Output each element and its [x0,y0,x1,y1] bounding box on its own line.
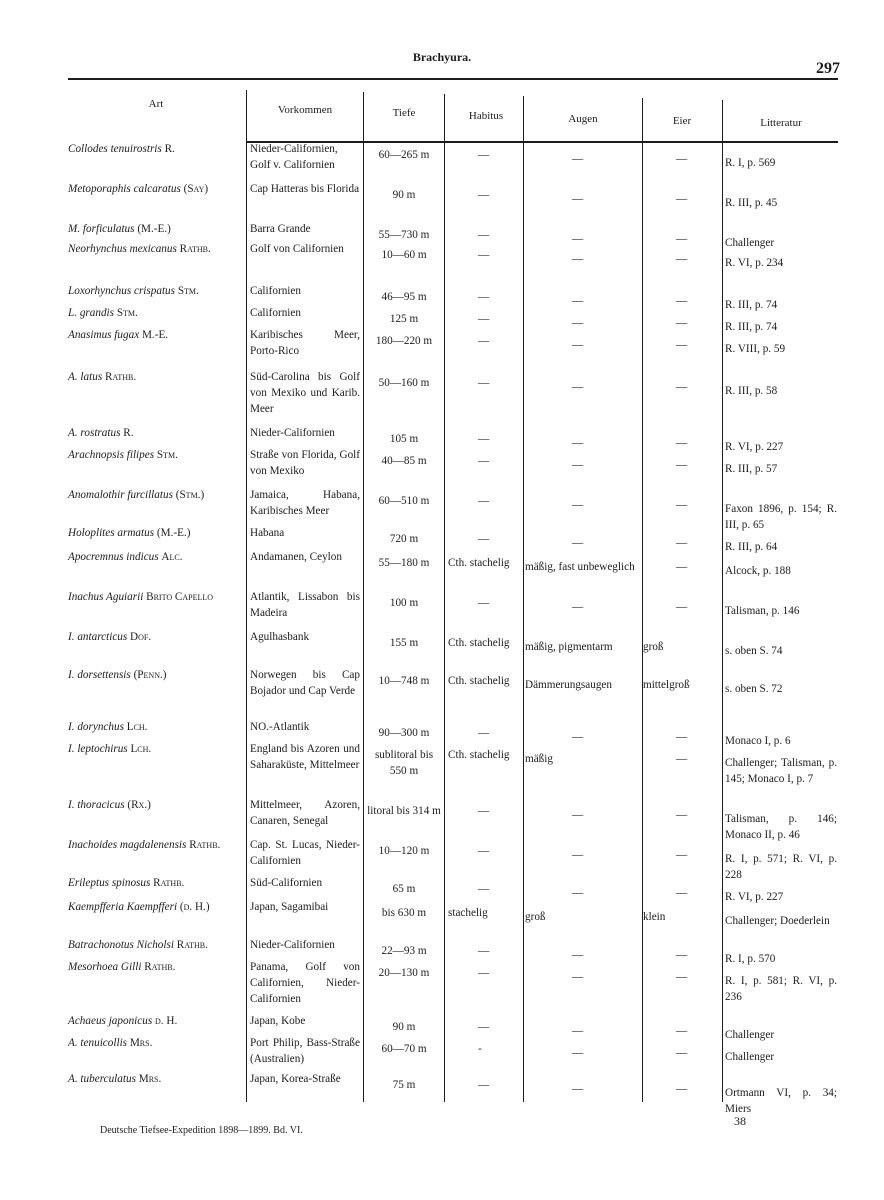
cell-habitus: — [478,189,490,201]
species-authority: R. [164,143,175,155]
species-name: Erileptus spinosus [68,877,151,889]
cell-art [68,447,244,463]
cell-augen: — [572,295,584,307]
cell-habitus: — [478,229,490,241]
cell-vorkommen: Nieder-Californien, Golf v. Californien [250,143,338,171]
cell-habitus: Cth. stachelig [448,637,510,649]
cell-tiefe: 90—300 m [378,727,430,739]
species-authority: Rathb. [189,839,221,851]
cell-tiefe: 55—180 m [378,557,430,569]
cell-eier: — [676,949,688,961]
species-authority: Dof. [130,631,152,643]
page-number: 297 [816,60,840,77]
footer-left: Deutsche Tiefsee-Expedition 1898—1899. Bd. VI. [100,1125,303,1136]
cell-litteratur: Challenger [725,1051,775,1063]
cell-art [68,181,244,197]
cell-art [68,959,244,975]
cell-habitus: — [478,249,490,261]
cell-augen: — [572,437,584,449]
cell-habitus: — [478,845,490,857]
cell-eier: — [676,233,688,245]
species-authority: (M.-E.) [156,527,191,539]
header-habitus: Habitus [468,110,504,122]
cell-eier: — [676,561,688,573]
cell-tiefe: 10—120 m [378,845,430,857]
cell-litteratur: R. VI, p. 234 [725,257,784,269]
cell-litteratur: Alcock, p. 188 [725,565,791,577]
cell-augen: groß [525,911,546,923]
cell-vorkommen: Nieder-Californien [250,939,335,951]
cell-vorkommen: Süd-Carolina bis Golf von Mexiko und Karib. Meer [250,371,360,415]
species-name: Holoplites armatus [68,527,155,539]
cell-art [68,1035,244,1051]
column-divider [523,96,524,1102]
cell-art [68,141,244,157]
species-authority: Lch. [130,743,152,755]
cell-habitus: - [478,1043,482,1055]
cell-augen: — [572,949,584,961]
cell-art [68,937,244,953]
cell-tiefe: 60—70 m [381,1043,427,1055]
cell-tiefe: 60—510 m [378,495,430,507]
cell-eier: — [676,731,688,743]
cell-augen: — [572,1047,584,1059]
cell-litteratur: Ortmann VI, p. 34; Miers [725,1087,837,1115]
cell-eier: — [676,339,688,351]
cell-tiefe: 60—265 m [378,149,430,161]
species-authority: (Stm.) [175,489,205,501]
cell-litteratur: R. VIII, p. 59 [725,343,786,355]
footer-right: 38 [734,1114,746,1128]
cell-habitus: — [478,149,490,161]
cell-tiefe: 55—730 m [378,229,430,241]
cell-vorkommen: Habana [250,527,285,539]
species-authority: R. [123,427,134,439]
cell-vorkommen: Golf von Californien [250,243,344,255]
cell-tiefe: 75 m [392,1079,416,1091]
cell-art [68,283,244,299]
cell-augen: — [572,153,584,165]
cell-eier: — [676,499,688,511]
species-name: A. tuberculatus [68,1073,136,1085]
cell-art [68,837,244,853]
cell-litteratur: R. I, p. 570 [725,953,776,965]
cell-art [68,525,244,541]
species-name: Mesorhoea Gilli [68,961,142,973]
cell-litteratur: R. VI, p. 227 [725,891,784,903]
species-authority: Rathb. [179,243,211,255]
cell-vorkommen: Agulhasbank [250,631,310,643]
cell-vorkommen: Barra Grande [250,223,311,235]
cell-vorkommen: Cap Hatteras bis Florida [250,183,360,195]
cell-tiefe: 90 m [392,1021,416,1033]
species-authority: Mrs. [129,1037,153,1049]
cell-eier: mittelgroß [643,679,690,691]
species-authority: M.-E. [141,329,169,341]
cell-litteratur: s. oben S. 72 [725,683,783,695]
species-name: Inachus Aguiarii [68,591,144,603]
cell-tiefe: sublitoral bis 550 m [374,749,434,777]
header-art: Art [148,98,164,110]
cell-tiefe: 105 m [389,433,419,445]
species-name: Kaempfferia Kaempfferi [68,901,178,913]
species-name: L. grandis [68,307,115,319]
cell-eier: — [676,537,688,549]
cell-art [68,719,244,735]
species-name: A. latus [68,371,103,383]
cell-vorkommen: Panama, Golf von Californien, Nieder-Californien [250,961,360,1005]
column-divider [246,90,247,1102]
species-authority: Mrs. [138,1073,162,1085]
cell-augen: — [572,1025,584,1037]
cell-litteratur: R. III, p. 58 [725,385,778,397]
cell-eier: — [676,1025,688,1037]
cell-litteratur: R. III, p. 57 [725,463,778,475]
cell-eier: — [676,887,688,899]
species-authority: Stm. [177,285,199,297]
cell-tiefe: litoral bis 314 m [367,805,441,817]
cell-eier: — [676,1083,688,1095]
cell-augen: — [572,339,584,351]
cell-augen: mäßig, fast unbeweglich [525,561,635,573]
cell-vorkommen: Atlantik, Lissabon bis Madeira [250,591,360,619]
cell-augen: — [572,499,584,511]
cell-habitus: Cth. stachelig [448,675,510,687]
cell-habitus: — [478,597,490,609]
cell-eier: — [676,1047,688,1059]
cell-habitus: — [478,1079,490,1091]
cell-vorkommen: Californien [250,307,301,319]
header-tiefe: Tiefe [392,107,416,119]
cell-vorkommen: Japan, Korea-Straße [250,1073,341,1085]
column-divider [363,92,364,1102]
cell-eier: — [676,459,688,471]
cell-litteratur: R. I, p. 571; R. VI, p. 228 [725,853,837,881]
cell-litteratur: R. III, p. 74 [725,321,778,333]
cell-habitus: — [478,313,490,325]
cell-litteratur: Challenger [725,237,775,249]
cell-art [68,1071,244,1087]
column-divider [642,98,643,1102]
cell-litteratur: Faxon 1896, p. 154; R. III, p. 65 [725,503,837,531]
cell-habitus: — [478,433,490,445]
cell-art [68,549,244,565]
cell-tiefe: 10—748 m [378,675,430,687]
cell-habitus: — [478,945,490,957]
species-name: Inachoides magdalenensis [68,839,187,851]
cell-litteratur: R. III, p. 45 [725,197,778,209]
cell-habitus: — [478,805,490,817]
column-divider [444,94,445,1102]
cell-tiefe: 50—160 m [378,377,430,389]
species-authority: Alc. [161,551,183,563]
cell-vorkommen: Mittelmeer, Azoren, Canaren, Senegal [250,799,360,827]
cell-litteratur: Talisman, p. 146; Monaco II, p. 46 [725,813,837,841]
cell-augen: Dämmerungsaugen [525,679,612,691]
cell-eier: — [676,253,688,265]
cell-augen: — [572,601,584,613]
cell-eier: — [676,437,688,449]
cell-augen: — [572,1083,584,1095]
cell-eier: — [676,601,688,613]
cell-litteratur: R. III, p. 74 [725,299,778,311]
cell-eier: — [676,971,688,983]
cell-vorkommen: Norwegen bis Cap Bojador und Cap Verde [250,669,360,697]
cell-vorkommen: Karibisches Meer, Porto-Rico [250,329,360,357]
cell-vorkommen: Californien [250,285,301,297]
cell-art [68,369,244,385]
species-name: Apocremnus indicus [68,551,159,563]
cell-augen: — [572,537,584,549]
cell-augen: — [572,887,584,899]
cell-augen: — [572,233,584,245]
cell-art [68,327,244,343]
cell-augen: — [572,459,584,471]
cell-tiefe: 720 m [389,533,419,545]
cell-eier: — [676,193,688,205]
cell-litteratur: R. III, p. 64 [725,541,778,553]
cell-augen: — [572,317,584,329]
species-name: Anasimus fugax [68,329,140,341]
species-authority: Stm. [116,307,138,319]
cell-vorkommen: Japan, Kobe [250,1015,306,1027]
species-name: I. dorsettensis [68,669,131,681]
cell-augen: — [572,193,584,205]
species-authority: Brito Capello [146,591,214,603]
cell-eier: — [676,809,688,821]
column-divider [722,100,723,1102]
cell-habitus: Cth. stachelig [448,749,510,761]
cell-vorkommen: Süd-Californien [250,877,323,889]
species-name: Achaeus japonicus [68,1015,153,1027]
species-authority: (Rx.) [127,799,151,811]
species-authority: d. H. [155,1015,178,1027]
cell-habitus: — [478,455,490,467]
cell-tiefe: 20—130 m [378,967,430,979]
cell-vorkommen: Andamanen, Ceylon [250,551,342,563]
cell-tiefe: 65 m [392,883,416,895]
cell-art [68,667,244,683]
species-authority: Rathb. [176,939,208,951]
cell-habitus: — [478,883,490,895]
cell-tiefe: 180—220 m [375,335,433,347]
cell-tiefe: 155 m [389,637,419,649]
cell-litteratur: Monaco I, p. 6 [725,735,791,747]
cell-art [68,899,244,915]
running-head: Brachyura. [412,50,472,64]
cell-litteratur: Challenger; Talisman, p. 145; Monaco I, p. 7 [725,757,837,785]
cell-art [68,425,244,441]
species-name: Batrachonotus Nicholsi [68,939,174,951]
cell-litteratur: Challenger; Doederlein [725,915,830,927]
cell-vorkommen: Straße von Florida, Golf von Mexiko [250,449,360,477]
cell-augen: — [572,381,584,393]
cell-augen: — [572,971,584,983]
species-authority: (Say) [183,183,209,195]
cell-vorkommen: NO.-Atlantik [250,721,310,733]
species-authority: Rathb. [104,371,137,383]
species-name: Collodes tenuirostris [68,143,162,155]
cell-art [68,221,244,237]
cell-habitus: Cth. stachelig [448,557,510,569]
cell-habitus: — [478,1021,490,1033]
cell-art [68,741,244,757]
species-authority: Stm. [156,449,178,461]
cell-habitus: — [478,495,490,507]
cell-art [68,875,244,891]
cell-eier: — [676,295,688,307]
species-name: Arachnopsis filipes [68,449,155,461]
cell-augen: — [572,809,584,821]
species-authority: Rathb. [153,877,185,889]
cell-tiefe: 90 m [392,189,416,201]
cell-tiefe: 10—60 m [381,249,427,261]
cell-art [68,241,244,257]
species-name: I. thoracicus [68,799,125,811]
top-rule [68,78,838,80]
cell-tiefe: 100 m [389,597,419,609]
cell-augen: — [572,731,584,743]
cell-litteratur: R. VI, p. 227 [725,441,784,453]
species-name: A. tenuicollis [68,1037,128,1049]
header-litteratur: Litteratur [760,117,802,129]
species-name: Loxorhynchus crispatus [68,285,176,297]
cell-tiefe: 22—93 m [381,945,427,957]
cell-habitus: — [478,335,490,347]
cell-litteratur: s. oben S. 74 [725,645,783,657]
cell-tiefe: 125 m [389,313,419,325]
species-name: Anomalothir furcillatus [68,489,173,501]
cell-vorkommen: Cap. St. Lucas, Nieder-Californien [250,839,360,867]
species-authority: Rathb. [144,961,176,973]
header-vorkommen: Vorkommen [277,104,333,116]
cell-augen: mäßig [525,753,553,765]
cell-tiefe: 46—95 m [381,291,427,303]
cell-art [68,305,244,321]
cell-habitus: stachelig [448,907,488,919]
cell-art [68,487,244,503]
cell-art [68,797,244,813]
cell-habitus: — [478,291,490,303]
cell-litteratur: R. I, p. 581; R. VI, p. 236 [725,975,837,1003]
cell-tiefe: bis 630 m [381,907,427,919]
cell-vorkommen: England bis Azoren und Saharaküste, Mittelmeer [250,743,360,771]
species-authority: Lch. [126,721,148,733]
species-name: I. leptochirus [68,743,128,755]
cell-habitus: — [478,533,490,545]
cell-tiefe: 40—85 m [381,455,427,467]
cell-vorkommen: Japan, Sagamibai [250,901,329,913]
cell-litteratur: R. I, p. 569 [725,157,776,169]
cell-vorkommen: Port Philip, Bass-Straße (Australien) [250,1037,360,1065]
cell-augen: — [572,253,584,265]
cell-eier: — [676,753,688,765]
species-authority: (M.-E.) [137,223,171,235]
species-name: Neorhynchus mexicanus [68,243,177,255]
cell-litteratur: Talisman, p. 146 [725,605,800,617]
species-name: M. forficulatus [68,223,135,235]
cell-litteratur: Challenger [725,1029,775,1041]
cell-eier: klein [643,911,666,923]
species-authority: (Penn.) [133,669,167,681]
cell-eier: groß [643,641,664,653]
cell-habitus: — [478,727,490,739]
species-name: Metoporaphis calcaratus [68,183,181,195]
species-name: A. rostratus [68,427,121,439]
cell-augen: — [572,849,584,861]
cell-art [68,1013,244,1029]
cell-art [68,589,244,605]
cell-vorkommen: Jamaica, Habana, Karibisches Meer [250,489,360,517]
cell-habitus: — [478,377,490,389]
cell-eier: — [676,849,688,861]
cell-eier: — [676,381,688,393]
species-authority: (d. H.) [179,901,210,913]
cell-habitus: — [478,967,490,979]
header-eier: Eier [672,115,692,127]
cell-augen: mäßig, pigmentarm [525,641,613,653]
cell-art [68,629,244,645]
cell-eier: — [676,317,688,329]
cell-vorkommen: Nieder-Californien [250,427,335,439]
species-name: I. antarcticus [68,631,128,643]
species-name: I. dorynchus [68,721,124,733]
header-augen: Augen [568,113,598,125]
cell-eier: — [676,153,688,165]
